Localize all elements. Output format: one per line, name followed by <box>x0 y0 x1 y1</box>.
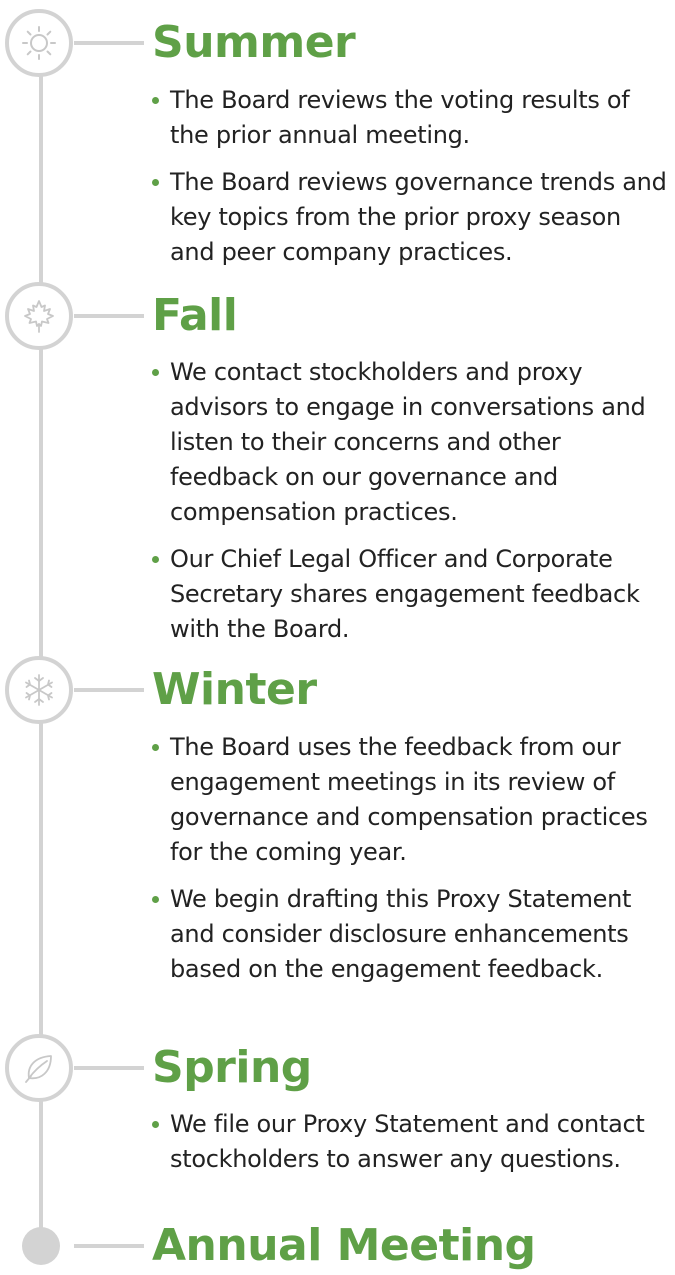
bullet-item: We begin drafting this Proxy Statement and consider disclosure enhancements based on the engagement feedback. <box>152 882 672 987</box>
bullet-list-fall <box>152 355 672 659</box>
leaf-icon <box>5 1034 73 1102</box>
connector-spring <box>74 1066 144 1070</box>
bullet-item: We contact stockholders and proxy advisors to engage in conversations and listen to their concerns and other feedback on our governance and compensation practices. <box>152 355 672 530</box>
bullet-list-summer <box>152 83 672 282</box>
maple-leaf-icon <box>5 282 73 350</box>
bullet-item: The Board uses the feedback from our engagement meetings in its review of governance and compensation practices for the coming year. <box>152 730 672 870</box>
connector-summer <box>74 41 144 45</box>
bullet-list-spring <box>152 1107 672 1189</box>
bullet-item: Our Chief Legal Officer and Corporate Secretary shares engagement feedback with the Board. <box>152 542 672 647</box>
snowflake-icon <box>5 656 73 724</box>
connector-fall <box>74 314 144 318</box>
bullet-item: We file our Proxy Statement and contact stockholders to answer any questions. <box>152 1107 672 1177</box>
connector-annual-meeting <box>74 1244 144 1248</box>
bullet-item: The Board reviews governance trends and key topics from the prior proxy season and peer company practices. <box>152 165 672 270</box>
bullet-item: The Board reviews the voting results of the prior annual meeting. <box>152 83 672 153</box>
bullet-list-winter <box>152 730 672 999</box>
season-title-summer: Summer <box>152 17 356 68</box>
end-dot <box>22 1227 60 1265</box>
season-title-winter: Winter <box>152 664 317 715</box>
sun-icon <box>5 9 73 77</box>
season-title-fall: Fall <box>152 290 238 341</box>
title-annual-meeting: Annual Meeting <box>152 1220 536 1271</box>
season-title-spring: Spring <box>152 1042 312 1093</box>
connector-winter <box>74 688 144 692</box>
